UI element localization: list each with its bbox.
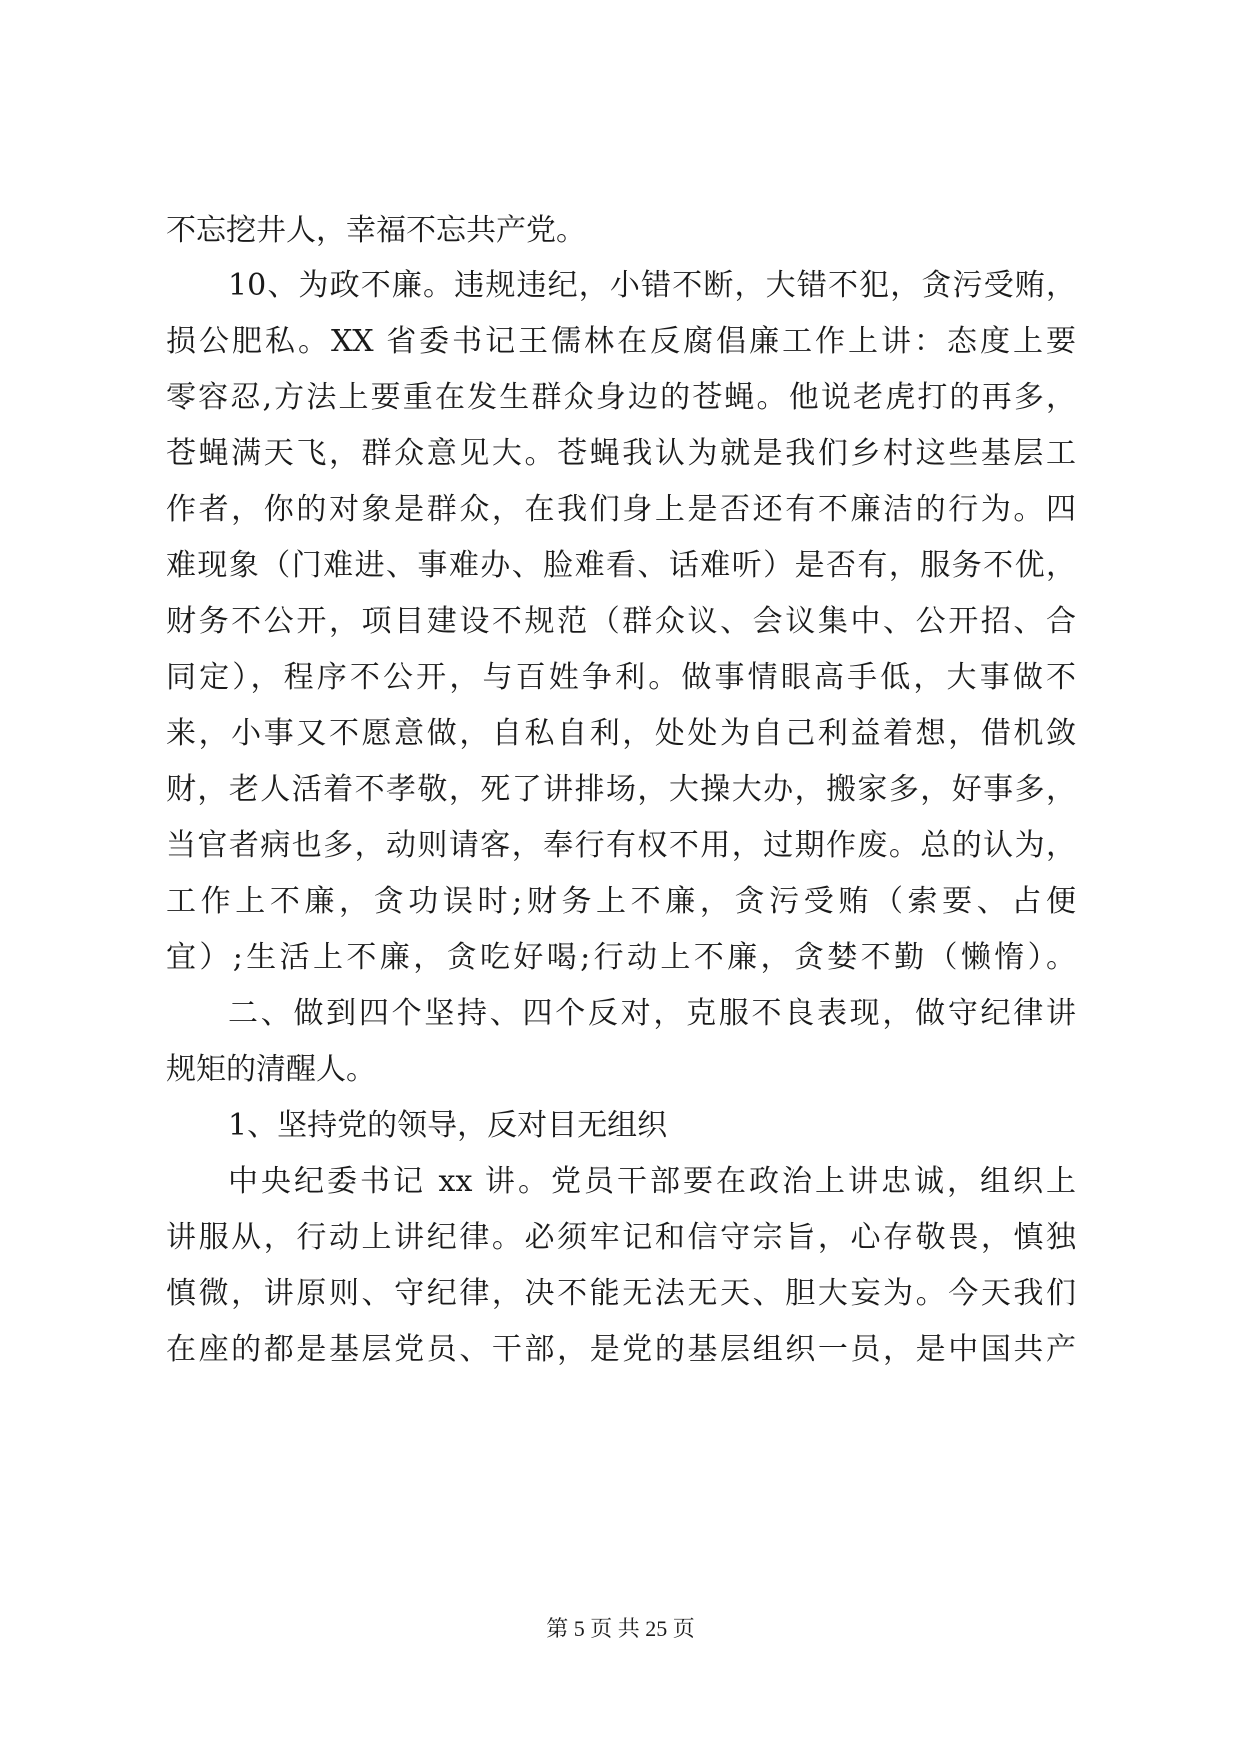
text-line: 慎微，讲原则、守纪律，决不能无法无天、胆大妄为。今天我们 [166, 1276, 1076, 1311]
text-line: 当官者病也多，动则请客，奉行有权不用，过期作废。总的认为， [166, 828, 1076, 863]
text-line: 财务不公开，项目建设不规范（群众议、会议集中、公开招、合 [166, 604, 1076, 639]
text-line: 工作上不廉，贪功误时;财务上不廉，贪污受贿（索要、占便 [166, 884, 1076, 919]
text-line: 损公肥私。XX 省委书记王儒林在反腐倡廉工作上讲：态度上要 [166, 324, 1076, 359]
text-line: 规矩的清醒人。 [166, 1052, 376, 1087]
text-line: 同定），程序不公开，与百姓争利。做事情眼高手低，大事做不 [166, 660, 1076, 695]
paragraph-start-line: 中央纪委书记 xx 讲。党员干部要在政治上讲忠诚，组织上 [228, 1164, 1076, 1199]
text-line: 讲服从，行动上讲纪律。必须牢记和信守宗旨，心存敬畏，慎独 [166, 1220, 1076, 1255]
text-line: 在座的都是基层党员、干部，是党的基层组织一员，是中国共产 [166, 1332, 1076, 1367]
text-line: 作者，你的对象是群众，在我们身上是否还有不廉洁的行为。四 [166, 492, 1076, 527]
text-line: 不忘挖井人，幸福不忘共产党。 [166, 213, 586, 248]
text-line: 宜）;生活上不廉，贪吃好喝;行动上不廉，贪婪不勤（懒惰）。 [166, 940, 1076, 975]
text-line: 难现象（门难进、事难办、脸难看、话难听）是否有，服务不优， [166, 548, 1076, 583]
text-line: 财，老人活着不孝敬，死了讲排场，大操大办，搬家多，好事多， [166, 772, 1076, 807]
page-number-footer: 第 5 页 共 25 页 [546, 1616, 695, 1641]
paragraph-start-line: 10、为政不廉。违规违纪，小错不断，大错不犯，贪污受贿， [228, 268, 1076, 303]
text-line: 零容忍,方法上要重在发生群众身边的苍蝇。他说老虎打的再多， [166, 380, 1076, 415]
text-line: 苍蝇满天飞，群众意见大。苍蝇我认为就是我们乡村这些基层工 [166, 436, 1076, 471]
text-line: 来，小事又不愿意做，自私自利，处处为自己利益着想，借机敛 [166, 716, 1076, 751]
subsection-heading: 1、坚持党的领导，反对目无组织 [228, 1108, 668, 1143]
section-heading-line: 二、做到四个坚持、四个反对，克服不良表现，做守纪律讲 [228, 996, 1076, 1031]
